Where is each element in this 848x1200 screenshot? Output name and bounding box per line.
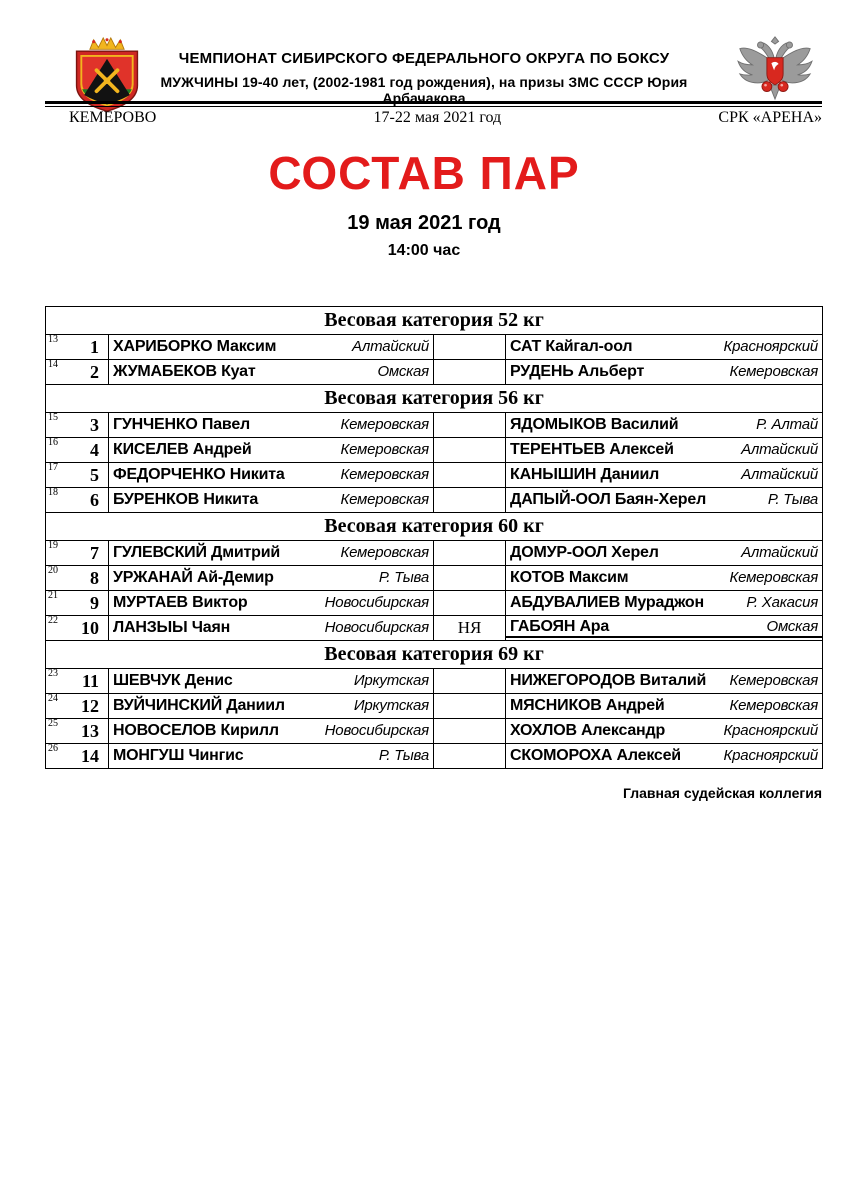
event-dates: 17-22 мая 2021 год — [373, 109, 502, 126]
middle-note-cell — [434, 694, 506, 719]
bout-row — [46, 438, 823, 463]
bout-number: 11 — [81, 671, 99, 691]
pairs-table — [45, 306, 823, 769]
blue-corner-cell — [506, 719, 823, 744]
location-row — [45, 109, 822, 127]
blue-corner-cell — [506, 669, 823, 694]
red-corner-cell — [109, 541, 434, 566]
red-corner-name: ШЕВЧУК Денис — [113, 672, 233, 689]
bout-number-cell — [46, 413, 109, 438]
red-corner-region: Иркутская — [353, 672, 429, 689]
middle-note-cell — [434, 541, 506, 566]
protocol-number: 15 — [48, 412, 58, 423]
red-corner-name: ГУЛЕВСКИЙ Дмитрий — [113, 544, 280, 561]
middle-note-cell — [434, 591, 506, 616]
red-corner-name: ВУЙЧИНСКИЙ Даниил — [113, 697, 285, 714]
championship-subtitle: МУЖЧИНЫ 19-40 лет, (2002-1981 год рождения), на призы ЗМС СССР Юрия Арбачакова — [160, 74, 688, 106]
red-corner-name: ФЕДОРЧЕНКО Никита — [113, 466, 285, 483]
blue-corner-cell — [506, 591, 823, 616]
bout-number: 2 — [90, 362, 99, 382]
blue-corner-region: Кемеровская — [729, 697, 819, 714]
blue-corner-region: Красноярский — [723, 722, 819, 739]
blue-corner-cell — [506, 541, 823, 566]
bout-number: 1 — [90, 337, 99, 357]
blue-corner-region: Кемеровская — [729, 672, 819, 689]
protocol-number: 22 — [48, 615, 58, 626]
bout-number: 13 — [81, 721, 99, 741]
blue-corner-cell — [506, 694, 823, 719]
bout-row — [46, 744, 823, 769]
blue-corner-name: АБДУВАЛИЕВ Мураджон — [510, 594, 704, 611]
bout-number: 12 — [81, 696, 99, 716]
red-corner-cell — [109, 616, 434, 641]
protocol-number: 16 — [48, 437, 58, 448]
red-corner-cell — [109, 413, 434, 438]
bout-number: 14 — [81, 746, 99, 766]
bout-number-cell — [46, 566, 109, 591]
bout-number-cell — [46, 669, 109, 694]
middle-note-cell — [434, 719, 506, 744]
bout-number-cell — [46, 591, 109, 616]
blue-corner-region: Алтайский — [741, 544, 819, 561]
protocol-number: 21 — [48, 590, 58, 601]
middle-note-cell — [434, 413, 506, 438]
bout-number: 4 — [90, 440, 99, 460]
bout-row — [46, 616, 823, 641]
red-corner-region: Р. Тыва — [378, 747, 429, 764]
protocol-number: 19 — [48, 540, 58, 551]
blue-corner-region: Алтайский — [741, 466, 819, 483]
red-corner-cell — [109, 694, 434, 719]
middle-note-cell — [434, 335, 506, 360]
blue-corner-cell — [506, 463, 823, 488]
red-corner-region: Новосибирская — [324, 722, 429, 739]
bout-number: 8 — [90, 568, 99, 588]
session-date: 19 мая 2021 год — [347, 212, 501, 234]
red-corner-region: Иркутская — [353, 697, 429, 714]
blue-corner-region: Кемеровская — [729, 363, 819, 380]
blue-corner-name: САТ Кайгал-оол — [510, 338, 633, 355]
blue-corner-cell — [506, 566, 823, 591]
bout-number-cell — [46, 360, 109, 385]
middle-note-cell — [434, 360, 506, 385]
blue-corner-cell — [506, 488, 823, 513]
blue-corner-name: КАНЫШИН Даниил — [510, 466, 660, 483]
weight-category-title: Весовая категория 60 кг — [46, 513, 823, 541]
red-corner-cell — [109, 360, 434, 385]
bout-number: 10 — [81, 618, 99, 638]
red-corner-name: НОВОСЕЛОВ Кирилл — [113, 722, 279, 739]
blue-corner-region: Красноярский — [723, 338, 819, 355]
bout-number-cell — [46, 335, 109, 360]
middle-note-cell — [434, 438, 506, 463]
blue-corner-name: НИЖЕГОРОДОВ Виталий — [510, 672, 707, 689]
blue-corner-region: Омская — [766, 618, 819, 635]
red-corner-region: Новосибирская — [324, 619, 429, 636]
red-corner-region: Кемеровская — [340, 544, 429, 561]
bout-number-cell — [46, 744, 109, 769]
red-corner-cell — [109, 669, 434, 694]
blue-corner-name: ТЕРЕНТЬЕВ Алексей — [510, 441, 674, 458]
red-corner-cell — [109, 566, 434, 591]
session-time: 14:00 час — [387, 242, 461, 259]
host-city: КЕМЕРОВО — [69, 109, 157, 126]
weight-category-row — [46, 513, 823, 541]
protocol-number: 20 — [48, 565, 58, 576]
blue-corner-region: Красноярский — [723, 747, 819, 764]
protocol-number: 13 — [48, 334, 58, 345]
protocol-number: 25 — [48, 718, 58, 729]
red-corner-cell — [109, 463, 434, 488]
bout-row — [46, 488, 823, 513]
red-corner-cell — [109, 488, 434, 513]
red-corner-region: Кемеровская — [340, 441, 429, 458]
red-corner-cell — [109, 591, 434, 616]
middle-note-cell — [434, 669, 506, 694]
red-corner-region: Кемеровская — [340, 416, 429, 433]
red-corner-cell — [109, 744, 434, 769]
weight-category-row — [46, 641, 823, 669]
red-corner-name: УРЖАНАЙ Ай-Демир — [113, 569, 274, 586]
red-corner-region: Омская — [377, 363, 429, 380]
bout-number: 3 — [90, 415, 99, 435]
middle-note-cell — [434, 488, 506, 513]
bout-row — [46, 541, 823, 566]
blue-corner-name: СКОМОРОХА Алексей — [510, 747, 681, 764]
blue-corner-name: МЯСНИКОВ Андрей — [510, 697, 665, 714]
red-corner-name: КИСЕЛЕВ Андрей — [113, 441, 252, 458]
protocol-number: 18 — [48, 487, 58, 498]
bout-number: 6 — [90, 490, 99, 510]
red-corner-name: БУРЕНКОВ Никита — [113, 491, 259, 508]
blue-corner-cell — [506, 360, 823, 385]
red-corner-cell — [109, 438, 434, 463]
red-corner-region: Кемеровская — [340, 466, 429, 483]
blue-corner-region: Р. Хакасия — [746, 594, 819, 611]
bout-number-cell — [46, 541, 109, 566]
red-corner-cell — [109, 719, 434, 744]
header-divider — [45, 101, 822, 107]
red-corner-region: Кемеровская — [340, 491, 429, 508]
bout-row — [46, 413, 823, 438]
weight-category-row — [46, 385, 823, 413]
blue-corner-cell — [506, 616, 823, 641]
weight-category-title: Весовая категория 69 кг — [46, 641, 823, 669]
bout-row — [46, 360, 823, 385]
championship-title: ЧЕМПИОНАТ СИБИРСКОГО ФЕДЕРАЛЬНОГО ОКРУГА ПО БОКСУ — [178, 50, 670, 67]
bout-number-cell — [46, 616, 109, 641]
protocol-number: 26 — [48, 743, 58, 754]
bout-row — [46, 694, 823, 719]
red-corner-region: Р. Тыва — [378, 569, 429, 586]
bout-number-cell — [46, 463, 109, 488]
red-corner-name: МУРТАЕВ Виктор — [113, 594, 248, 611]
bout-number: 5 — [90, 465, 99, 485]
venue: СРК «АРЕНА» — [718, 109, 822, 126]
blue-corner-name: КОТОВ Максим — [510, 569, 629, 586]
judges-signature: Главная судейская коллегия — [623, 785, 822, 801]
blue-corner-region: Р. Тыва — [767, 491, 819, 508]
blue-corner-name: РУДЕНЬ Альберт — [510, 363, 645, 380]
bout-row — [46, 591, 823, 616]
championship-titles — [160, 0, 688, 106]
bout-row — [46, 669, 823, 694]
weight-category-row — [46, 307, 823, 335]
blue-corner-region: Алтайский — [741, 441, 819, 458]
red-corner-name: ЖУМАБЕКОВ Куат — [113, 363, 256, 380]
bout-number-cell — [46, 694, 109, 719]
blue-corner-name: ХОХЛОВ Александр — [510, 722, 666, 739]
middle-note-cell — [434, 566, 506, 591]
blue-corner-region: Кемеровская — [729, 569, 819, 586]
bout-number-cell — [46, 488, 109, 513]
blue-corner-cell — [506, 413, 823, 438]
bout-row — [46, 463, 823, 488]
bout-number: 7 — [90, 543, 99, 563]
blue-corner-cell — [506, 438, 823, 463]
protocol-number: 14 — [48, 359, 58, 370]
middle-note-cell — [434, 744, 506, 769]
weight-category-title: Весовая категория 56 кг — [46, 385, 823, 413]
blue-corner-name: ДАПЫЙ-ООЛ Баян-Херел — [510, 491, 707, 508]
document-header — [0, 0, 848, 130]
red-corner-cell — [109, 335, 434, 360]
bout-number-cell — [46, 438, 109, 463]
protocol-number: 17 — [48, 462, 58, 473]
protocol-number: 23 — [48, 668, 58, 679]
page-title: СОСТАВ ПАР — [268, 147, 580, 199]
bout-row — [46, 719, 823, 744]
blue-corner-cell — [506, 744, 823, 769]
bout-row — [46, 566, 823, 591]
protocol-number: 24 — [48, 693, 58, 704]
blue-corner-name: ГАБОЯН Ара — [510, 618, 610, 635]
blue-corner-region: Р. Алтай — [756, 416, 819, 433]
red-corner-name: МОНГУШ Чингис — [113, 747, 244, 764]
red-corner-region: Алтайский — [352, 338, 429, 355]
bout-row — [46, 335, 823, 360]
bout-number-cell — [46, 719, 109, 744]
red-corner-name: ГУНЧЕНКО Павел — [113, 416, 250, 433]
weight-category-title: Весовая категория 52 кг — [46, 307, 823, 335]
red-corner-region: Новосибирская — [324, 594, 429, 611]
red-corner-name: ЛАНЗЫЫ Чаян — [113, 619, 231, 636]
blue-corner-name: ЯДОМЫКОВ Василий — [510, 416, 679, 433]
blue-corner-cell — [506, 335, 823, 360]
blue-corner-name: ДОМУР-ООЛ Херел — [510, 544, 659, 561]
bout-number: 9 — [90, 593, 99, 613]
red-corner-name: ХАРИБОРКО Максим — [113, 338, 277, 355]
middle-note-cell: НЯ — [434, 616, 506, 641]
middle-note-cell — [434, 463, 506, 488]
